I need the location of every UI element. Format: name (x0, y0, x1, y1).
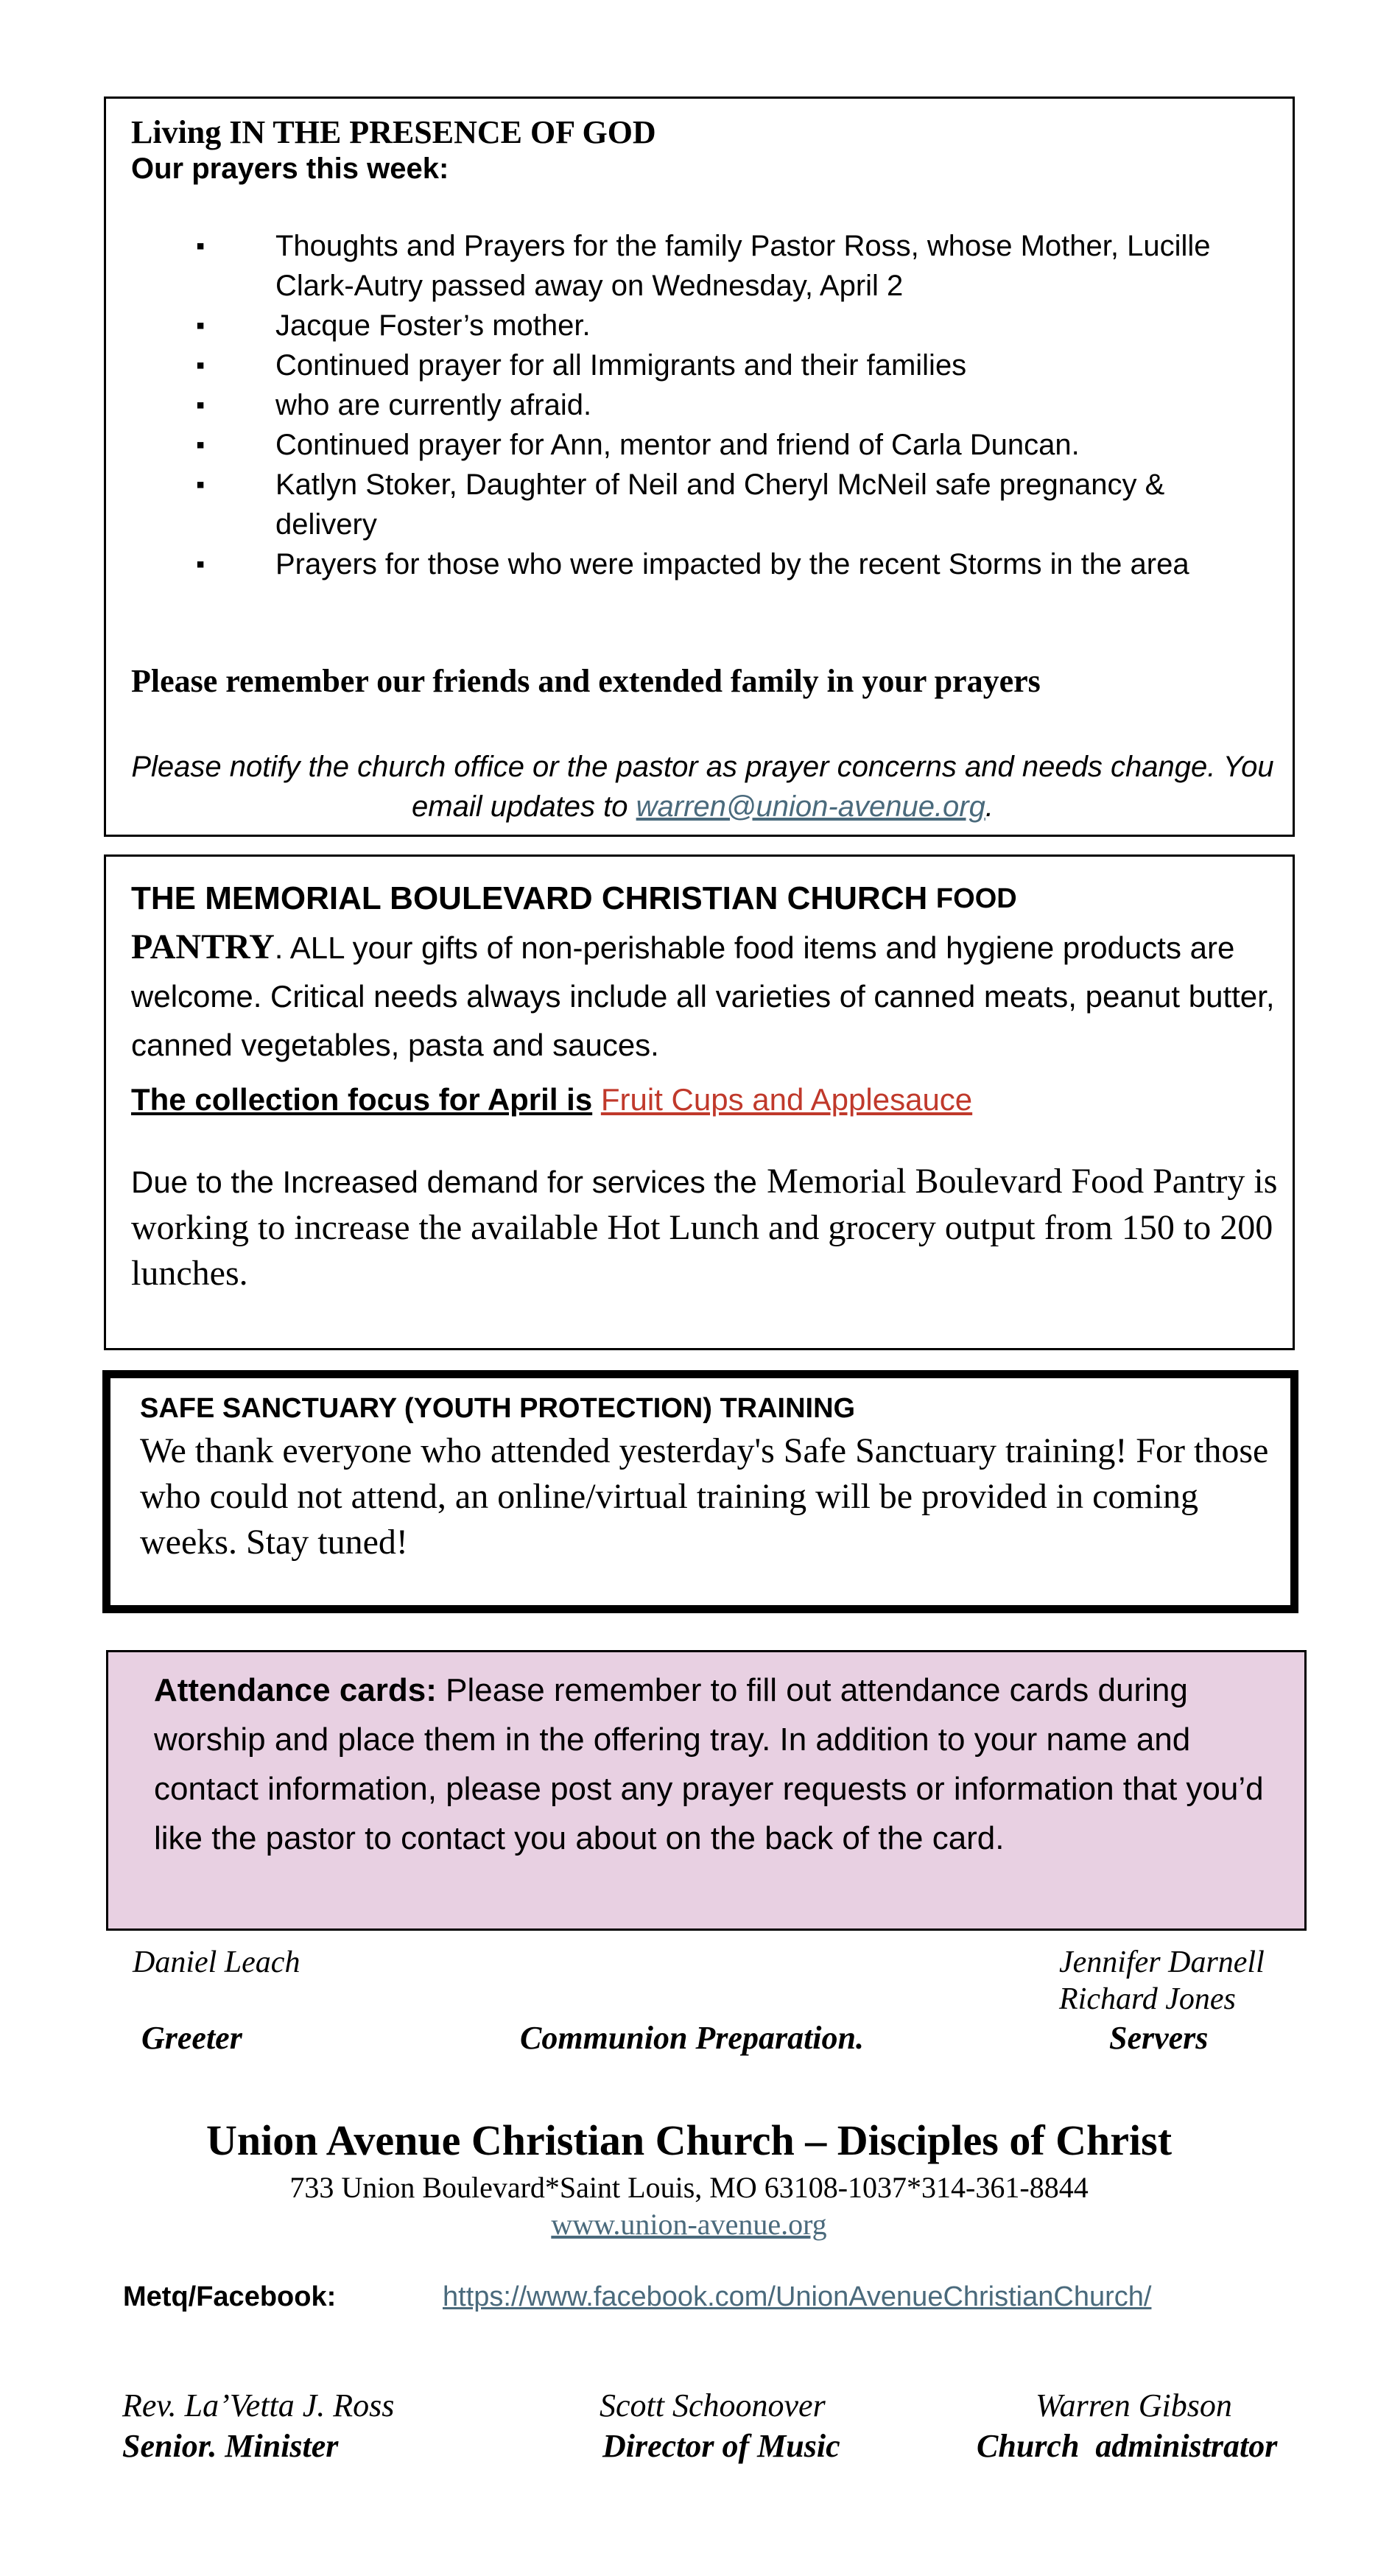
notify-end: . (985, 790, 994, 823)
focus-item: Fruit Cups and Applesauce (600, 1082, 973, 1117)
staff-title-music: Director of Music (602, 2428, 840, 2464)
prayers-box (104, 96, 1295, 837)
pantry-title-food: FOOD (935, 883, 1017, 914)
prayer-list (275, 226, 1270, 584)
prayer-item: ▪ Jacque Foster’s mother. (275, 306, 1270, 345)
server-role: Servers (1109, 2020, 1209, 2056)
pantry-paragraph (131, 874, 1280, 1070)
server-name-2: Richard Jones (1059, 1982, 1236, 2016)
demand-rest: Memorial Boulevard Food Pantry is working to increase the available Hot Lunch and grocery output from 150 to 200 lunches. (131, 1162, 1278, 1293)
safe-sanctuary-box (102, 1370, 1298, 1613)
church-website-line (0, 2207, 1378, 2242)
email-link[interactable]: warren@union-avenue.org (636, 790, 985, 823)
staff-name-minister: Rev. La’Vetta J. Ross (122, 2387, 395, 2424)
prayer-item: ▪ Thoughts and Prayers for the family Pastor Ross, whose Mother, Lucille Clark-Autry passed away on Wednesday, April 2 (275, 226, 1270, 306)
greeter-role: Greeter (141, 2020, 242, 2056)
demand-lead: Due to the Increased demand for services the (131, 1165, 757, 1199)
pantry-title: THE MEMORIAL BOULEVARD CHRISTIAN CHURCH (131, 880, 928, 916)
sanctuary-body: We thank everyone who attended yesterday's Safe Sanctuary training! For those who could not attend, an online/virtual training will be provided in coming weeks. Stay tuned! (140, 1431, 1269, 1562)
prayer-item: ▪ Katlyn Stoker, Daughter of Neil and Cheryl McNeil safe pregnancy & delivery (275, 465, 1270, 544)
sanctuary-title: SAFE SANCTUARY (YOUTH PROTECTION) TRAINING (140, 1393, 856, 1424)
focus-label: The collection focus for April is (131, 1082, 593, 1117)
collection-focus (131, 1082, 972, 1117)
pantry-title-pantry: PANTRY (131, 927, 275, 966)
attendance-body: Please remember to fill out attendance cards during worship and place them in the offering tray. In addition to your name and contact information, please post any prayer requests or information that you’d like the pastor to contact you about on the back of the card. (154, 1672, 1264, 1856)
prayer-item: ▪ Continued prayer for all Immigrants and their families (275, 345, 1270, 385)
church-address: 733 Union Boulevard*Saint Louis, MO 63108-1037*314-361-8844 (289, 2171, 1089, 2204)
communion-role: Communion Preparation. (520, 2020, 865, 2056)
church-name: Union Avenue Christian Church – Disciples of Christ (205, 2116, 1173, 2164)
notify-text (128, 747, 1277, 827)
prayer-item: ▪ who are currently afraid. (275, 385, 1270, 425)
prayers-subheading: Our prayers this week: (131, 152, 449, 185)
staff-name-music: Scott Schoonover (600, 2387, 826, 2424)
facebook-link[interactable]: https://www.facebook.com/UnionAvenueChristianChurch/ (443, 2281, 1152, 2312)
food-pantry-box (104, 854, 1295, 1350)
attendance-text (154, 1666, 1281, 1863)
pantry-body: . ALL your gifts of non-perishable food items and hygiene products are welcome. Critical needs always include all varieties of canned meats, peanut butter, canned vegetables, pasta and sauces. (131, 930, 1275, 1062)
demand-paragraph (131, 1159, 1287, 1296)
server-name-1: Jennifer Darnell (1059, 1945, 1265, 1979)
attendance-label: Attendance cards: (154, 1672, 437, 1708)
notify-body: Please notify the church office or the pastor as prayer concerns and needs change. You email updates to (131, 751, 1274, 823)
prayer-item: ▪ Prayers for those who were impacted by the recent Storms in the area (275, 544, 1270, 584)
staff-title-minister: Senior. Minister (122, 2428, 339, 2464)
website-link[interactable]: www.union-avenue.org (551, 2208, 827, 2241)
staff-title-admin: Church administrator (977, 2428, 1278, 2464)
attendance-box (106, 1650, 1307, 1931)
social-label: Metq/Facebook: (123, 2281, 337, 2312)
prayers-heading: Living IN THE PRESENCE OF GOD (131, 114, 656, 150)
staff-name-admin: Warren Gibson (1036, 2387, 1232, 2424)
prayer-item: ▪ Continued prayer for Ann, mentor and friend of Carla Duncan. (275, 425, 1270, 465)
greeter-name: Daniel Leach (133, 1945, 300, 1979)
remember-text: Please remember our friends and extended family in your prayers (131, 663, 1041, 699)
